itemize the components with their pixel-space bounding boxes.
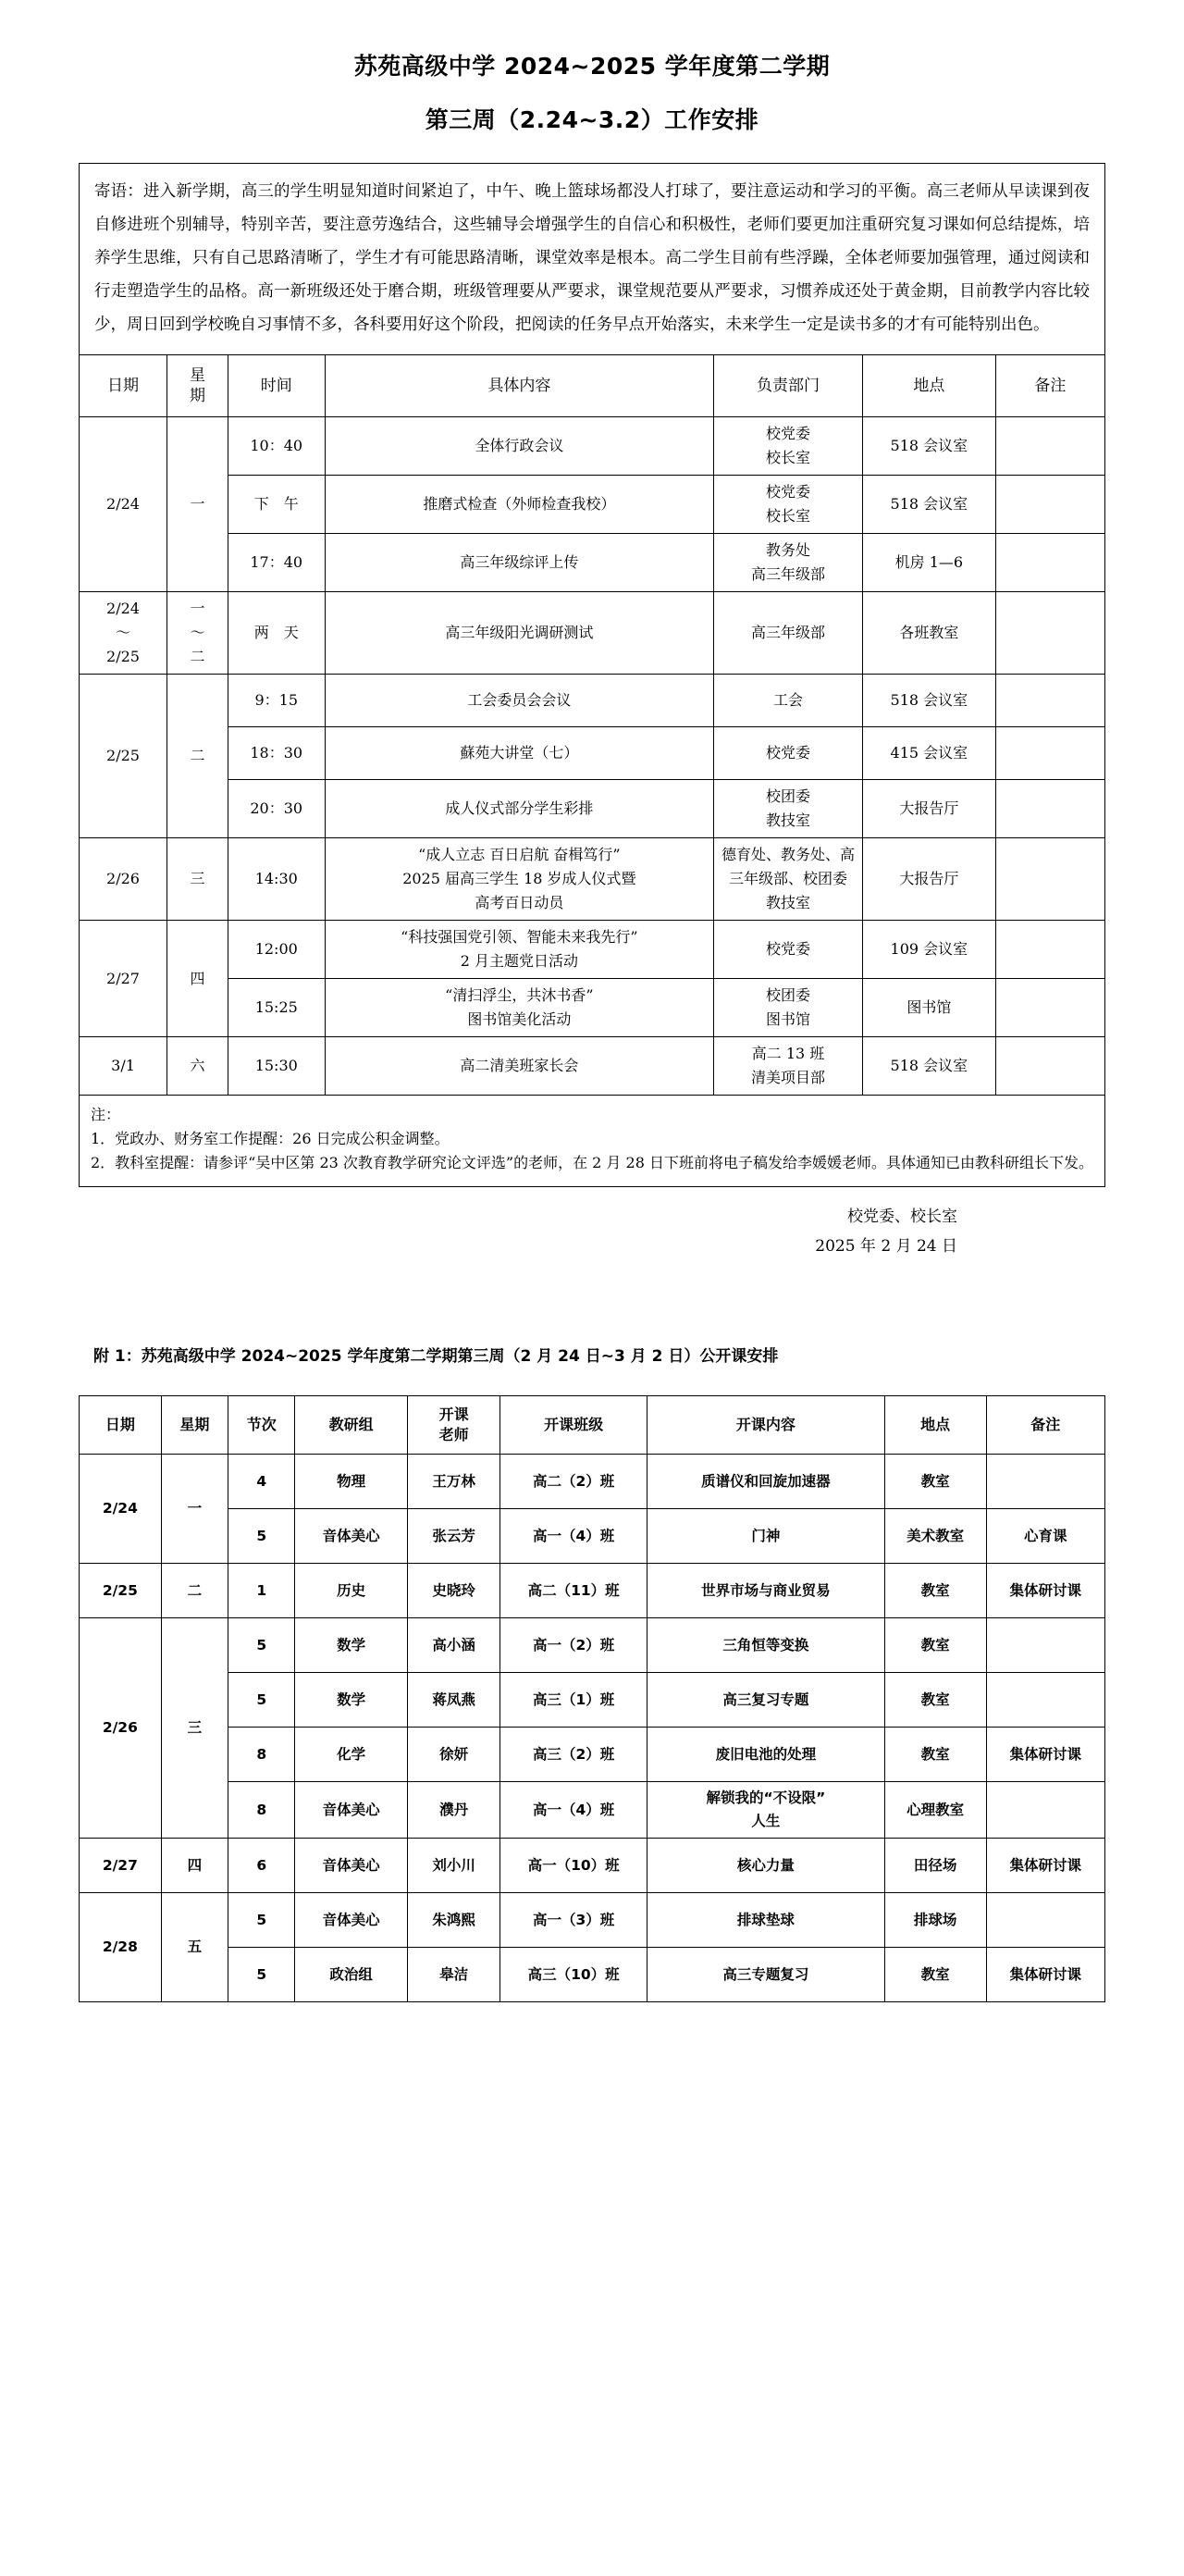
signature-date: 2025 年 2 月 24 日 <box>815 1237 957 1256</box>
cell-remark <box>995 675 1104 727</box>
intro-message-box <box>79 163 1105 355</box>
cell-detail: 高三年级综评上传 <box>325 534 713 592</box>
appendix-header-group: 教研组 <box>295 1396 407 1455</box>
notes-item: 1．党政办、财务室工作提醒：26 日完成公积金调整。 <box>91 1130 450 1147</box>
appendix-cell-class: 高一（10）班 <box>500 1839 648 1893</box>
cell-place: 415 会议室 <box>862 727 995 780</box>
cell-remark <box>995 592 1104 675</box>
appendix-cell-group: 音体美心 <box>295 1509 407 1564</box>
appendix-cell-group: 音体美心 <box>295 1839 407 1893</box>
main-table-row <box>80 417 1105 476</box>
appendix-cell-place: 教室 <box>884 1455 986 1509</box>
cell-weekday: 六 <box>167 1037 228 1096</box>
appendix-cell-teacher: 史晓玲 <box>407 1564 500 1618</box>
appendix-cell-remark: 集体研讨课 <box>986 1728 1104 1782</box>
appendix-cell-remark: 集体研讨课 <box>986 1839 1104 1893</box>
appendix-header-weekday: 星期 <box>161 1396 228 1455</box>
appendix-cell-group: 化学 <box>295 1728 407 1782</box>
header-weekday-line2: 期 <box>189 387 205 405</box>
document-title-line-2: 第三周（2.24~3.2）工作安排 <box>425 106 759 133</box>
appendix-cell-content: 核心力量 <box>648 1839 885 1893</box>
appendix-cell-date: 2/24 <box>80 1455 162 1564</box>
cell-detail: “清扫浮尘，共沐书香” 图书馆美化活动 <box>325 979 713 1037</box>
appendix-cell-place: 教室 <box>884 1673 986 1728</box>
main-table-row <box>80 727 1105 780</box>
appendix-header-date: 日期 <box>80 1396 162 1455</box>
cell-time: 17：40 <box>228 534 325 592</box>
appendix-cell-period: 5 <box>228 1948 295 2002</box>
appendix-cell-weekday: 五 <box>161 1893 228 2002</box>
cell-place: 518 会议室 <box>862 476 995 534</box>
main-table-row <box>80 979 1105 1037</box>
main-table-row <box>80 534 1105 592</box>
main-table-row <box>80 675 1105 727</box>
appendix-table-row <box>80 1893 1105 1948</box>
appendix-cell-remark: 集体研讨课 <box>986 1564 1104 1618</box>
cell-time: 下 午 <box>228 476 325 534</box>
header-department: 负责部门 <box>714 355 863 417</box>
main-schedule-table-wrapper <box>79 354 1105 1187</box>
appendix-cell-class: 高一（4）班 <box>500 1509 648 1564</box>
appendix-header-period: 节次 <box>228 1396 295 1455</box>
appendix-cell-place: 心理教室 <box>884 1782 986 1839</box>
main-table-row <box>80 592 1105 675</box>
appendix-table-row <box>80 1618 1105 1673</box>
cell-date: 2/24 <box>80 417 167 592</box>
appendix-cell-remark: 集体研讨课 <box>986 1948 1104 2002</box>
appendix-cell-weekday: 一 <box>161 1455 228 1564</box>
cell-remark <box>995 1037 1104 1096</box>
appendix-cell-group: 音体美心 <box>295 1893 407 1948</box>
header-remark: 备注 <box>995 355 1104 417</box>
document-title-line-1: 苏苑高级中学 2024~2025 学年度第二学期 <box>353 53 831 80</box>
appendix-cell-content: 高三专题复习 <box>648 1948 885 2002</box>
cell-place: 518 会议室 <box>862 675 995 727</box>
cell-department: 高三年级部 <box>714 592 863 675</box>
appendix-header-class: 开课班级 <box>500 1396 648 1455</box>
appendix-cell-date: 2/25 <box>80 1564 162 1618</box>
appendix-cell-teacher: 刘小川 <box>407 1839 500 1893</box>
appendix-cell-class: 高三（1）班 <box>500 1673 648 1728</box>
appendix-cell-place: 教室 <box>884 1564 986 1618</box>
cell-place: 大报告厅 <box>862 780 995 838</box>
appendix-header-teacher-line2: 老师 <box>438 1426 469 1443</box>
cell-weekday: 三 <box>167 838 228 921</box>
appendix-open-class-table <box>79 1395 1105 2002</box>
appendix-table-row <box>80 1673 1105 1728</box>
cell-department: 校党委 校长室 <box>714 476 863 534</box>
cell-detail: “科技强国党引领、智能未来我先行” 2 月主题党日活动 <box>325 921 713 979</box>
appendix-cell-place: 田径场 <box>884 1839 986 1893</box>
cell-time: 9：15 <box>228 675 325 727</box>
appendix-cell-group: 物理 <box>295 1455 407 1509</box>
cell-place: 图书馆 <box>862 979 995 1037</box>
appendix-cell-class: 高一（2）班 <box>500 1618 648 1673</box>
appendix-table-row <box>80 1782 1105 1839</box>
appendix-cell-period: 5 <box>228 1618 295 1673</box>
appendix-cell-period: 6 <box>228 1839 295 1893</box>
cell-place: 518 会议室 <box>862 417 995 476</box>
cell-department: 校团委 图书馆 <box>714 979 863 1037</box>
cell-time: 15:25 <box>228 979 325 1037</box>
intro-message-text: 寄语：进入新学期，高三的学生明显知道时间紧迫了，中午、晚上篮球场都没人打球了，要注意运动和学习的平衡。高三老师从早读课到夜自修进班个别辅导，特别辛苦，要注意劳逸结合，这些辅导会增强学生的自信心和积极性，老师们要更加注重研究复习课如何总结提炼，培养学生思维，只有自己思路清晰了，学生才有可能思路清晰，课堂效率是根本。高二学生目前有些浮躁，全体老师要加强管理，通过阅读和行走塑造学生的品格。高一新班级还处于磨合期，班级管理要从严要求，课堂规范要从严要求，习惯养成还处于黄金期，目前教学内容比较少，周日回到学校晚自习事情不多，各科要用好这个阶段，把阅读的任务早点开始落实，未来学生一定是读书多的才有可能特别出色。 <box>94 182 1090 334</box>
appendix-table-wrapper <box>79 1395 1105 2002</box>
main-table-row <box>80 476 1105 534</box>
cell-place: 大报告厅 <box>862 838 995 921</box>
appendix-cell-teacher: 皋洁 <box>407 1948 500 2002</box>
appendix-cell-content: 高三复习专题 <box>648 1673 885 1728</box>
appendix-cell-teacher: 徐妍 <box>407 1728 500 1782</box>
cell-detail: 高三年级阳光调研测试 <box>325 592 713 675</box>
appendix-cell-group: 数学 <box>295 1673 407 1728</box>
cell-time: 两 天 <box>228 592 325 675</box>
appendix-cell-teacher: 蒋凤燕 <box>407 1673 500 1728</box>
cell-time: 15:30 <box>228 1037 325 1096</box>
appendix-cell-date: 2/27 <box>80 1839 162 1893</box>
cell-remark <box>995 979 1104 1037</box>
cell-date: 2/24 ～ 2/25 <box>80 592 167 675</box>
cell-remark <box>995 780 1104 838</box>
appendix-cell-teacher: 高小涵 <box>407 1618 500 1673</box>
cell-place: 机房 1—6 <box>862 534 995 592</box>
appendix-cell-date: 2/28 <box>80 1893 162 2002</box>
cell-detail: 全体行政会议 <box>325 417 713 476</box>
appendix-cell-period: 5 <box>228 1673 295 1728</box>
notes-item: 2．教科室提醒：请参评“吴中区第 23 次教育教学研究论文评选”的老师，在 2 月 28 日下班前将电子稿发给李媛媛老师。具体通知已由教科研组长下发。 <box>91 1154 1093 1171</box>
appendix-cell-date: 2/26 <box>80 1618 162 1839</box>
main-table-header-row <box>80 355 1105 417</box>
signature-issuer: 校党委、校长室 <box>847 1208 957 1226</box>
appendix-table-row <box>80 1455 1105 1509</box>
appendix-cell-teacher: 王万林 <box>407 1455 500 1509</box>
appendix-table-body <box>80 1455 1105 2002</box>
header-place: 地点 <box>862 355 995 417</box>
cell-remark <box>995 417 1104 476</box>
appendix-cell-period: 1 <box>228 1564 295 1618</box>
cell-department: 高二 13 班 清美项目部 <box>714 1037 863 1096</box>
cell-date: 2/26 <box>80 838 167 921</box>
cell-time: 10：40 <box>228 417 325 476</box>
appendix-cell-place: 教室 <box>884 1618 986 1673</box>
appendix-cell-weekday: 二 <box>161 1564 228 1618</box>
appendix-cell-class: 高三（10）班 <box>500 1948 648 2002</box>
appendix-cell-group: 数学 <box>295 1618 407 1673</box>
appendix-cell-content: 解锁我的“不设限” 人生 <box>648 1782 885 1839</box>
appendix-cell-weekday: 三 <box>161 1618 228 1839</box>
header-detail: 具体内容 <box>325 355 713 417</box>
appendix-cell-content: 排球垫球 <box>648 1893 885 1948</box>
main-table-row <box>80 921 1105 979</box>
main-table-row <box>80 1037 1105 1096</box>
appendix-cell-period: 8 <box>228 1782 295 1839</box>
appendix-cell-content: 质谱仪和回旋加速器 <box>648 1455 885 1509</box>
cell-remark <box>995 534 1104 592</box>
cell-detail: 蘇苑大讲堂（七） <box>325 727 713 780</box>
appendix-table-row <box>80 1728 1105 1782</box>
appendix-header-place: 地点 <box>884 1396 986 1455</box>
cell-department: 校党委 校长室 <box>714 417 863 476</box>
appendix-cell-remark <box>986 1618 1104 1673</box>
header-weekday <box>167 355 228 417</box>
cell-remark <box>995 838 1104 921</box>
cell-department: 校团委 教技室 <box>714 780 863 838</box>
cell-detail: 工会委员会会议 <box>325 675 713 727</box>
cell-date: 2/25 <box>80 675 167 838</box>
cell-time: 12:00 <box>228 921 325 979</box>
appendix-cell-class: 高一（3）班 <box>500 1893 648 1948</box>
appendix-cell-remark <box>986 1673 1104 1728</box>
appendix-cell-period: 4 <box>228 1455 295 1509</box>
main-table-header <box>80 355 1105 417</box>
main-schedule-table <box>79 354 1105 1187</box>
appendix-cell-remark <box>986 1455 1104 1509</box>
appendix-cell-teacher: 朱鸿熙 <box>407 1893 500 1948</box>
cell-department: 德育处、教务处、高三年级部、校团委 教技室 <box>714 838 863 921</box>
cell-remark <box>995 727 1104 780</box>
appendix-table-row <box>80 1509 1105 1564</box>
appendix-cell-weekday: 四 <box>161 1839 228 1893</box>
cell-time: 14:30 <box>228 838 325 921</box>
appendix-cell-teacher: 张云芳 <box>407 1509 500 1564</box>
appendix-cell-class: 高二（11）班 <box>500 1564 648 1618</box>
appendix-table-header-row <box>80 1396 1105 1455</box>
header-date: 日期 <box>80 355 167 417</box>
appendix-table-header <box>80 1396 1105 1455</box>
cell-department: 校党委 <box>714 921 863 979</box>
appendix-cell-place: 排球场 <box>884 1893 986 1948</box>
cell-weekday: 一 ～ 二 <box>167 592 228 675</box>
appendix-cell-period: 8 <box>228 1728 295 1782</box>
notes-cell <box>80 1096 1105 1187</box>
cell-remark <box>995 476 1104 534</box>
appendix-cell-teacher: 濮丹 <box>407 1782 500 1839</box>
main-table-row <box>80 838 1105 921</box>
appendix-cell-place: 美术教室 <box>884 1509 986 1564</box>
appendix-cell-group: 历史 <box>295 1564 407 1618</box>
appendix-cell-remark <box>986 1893 1104 1948</box>
cell-place: 518 会议室 <box>862 1037 995 1096</box>
cell-weekday: 二 <box>167 675 228 838</box>
appendix-cell-content: 世界市场与商业贸易 <box>648 1564 885 1618</box>
main-table-row <box>80 780 1105 838</box>
cell-department: 教务处 高三年级部 <box>714 534 863 592</box>
appendix-cell-content: 三角恒等变换 <box>648 1618 885 1673</box>
appendix-header-teacher-line1: 开课 <box>438 1406 469 1423</box>
cell-weekday: 一 <box>167 417 228 592</box>
cell-detail: 成人仪式部分学生彩排 <box>325 780 713 838</box>
main-table-body <box>80 417 1105 1187</box>
appendix-cell-place: 教室 <box>884 1728 986 1782</box>
appendix-table-row <box>80 1564 1105 1618</box>
cell-remark <box>995 921 1104 979</box>
appendix-header-content: 开课内容 <box>648 1396 885 1455</box>
appendix-table-row <box>80 1948 1105 2002</box>
header-weekday-line1: 星 <box>189 366 205 385</box>
appendix-cell-group: 音体美心 <box>295 1782 407 1839</box>
main-table-notes-row <box>80 1096 1105 1187</box>
appendix-cell-remark <box>986 1782 1104 1839</box>
appendix-table-row <box>80 1839 1105 1893</box>
cell-place: 各班教室 <box>862 592 995 675</box>
appendix-cell-remark: 心育课 <box>986 1509 1104 1564</box>
cell-department: 校党委 <box>714 727 863 780</box>
notes-label: 注： <box>91 1106 121 1123</box>
header-time: 时间 <box>228 355 325 417</box>
signature-block <box>79 1202 1105 1261</box>
cell-place: 109 会议室 <box>862 921 995 979</box>
cell-detail: 推磨式检查（外师检查我校） <box>325 476 713 534</box>
appendix-cell-content: 废旧电池的处理 <box>648 1728 885 1782</box>
appendix-cell-place: 教室 <box>884 1948 986 2002</box>
appendix-cell-class: 高三（2）班 <box>500 1728 648 1782</box>
cell-time: 20：30 <box>228 780 325 838</box>
appendix-header-teacher <box>407 1396 500 1455</box>
cell-department: 工会 <box>714 675 863 727</box>
cell-detail: 高二清美班家长会 <box>325 1037 713 1096</box>
appendix-cell-period: 5 <box>228 1509 295 1564</box>
appendix-cell-group: 政治组 <box>295 1948 407 2002</box>
appendix-cell-class: 高二（2）班 <box>500 1455 648 1509</box>
appendix-cell-class: 高一（4）班 <box>500 1782 648 1839</box>
appendix-header-remark: 备注 <box>986 1396 1104 1455</box>
cell-date: 3/1 <box>80 1037 167 1096</box>
cell-date: 2/27 <box>80 921 167 1037</box>
appendix-title: 附 1：苏苑高级中学 2024~2025 学年度第二学期第三周（2 月 24 日~3 月 2 日）公开课安排 <box>93 1347 779 1366</box>
cell-time: 18：30 <box>228 727 325 780</box>
appendix-cell-content: 门神 <box>648 1509 885 1564</box>
cell-detail: “成人立志 百日启航 奋楫笃行” 2025 届高三学生 18 岁成人仪式暨 高考百日动员 <box>325 838 713 921</box>
cell-weekday: 四 <box>167 921 228 1037</box>
appendix-cell-period: 5 <box>228 1893 295 1948</box>
